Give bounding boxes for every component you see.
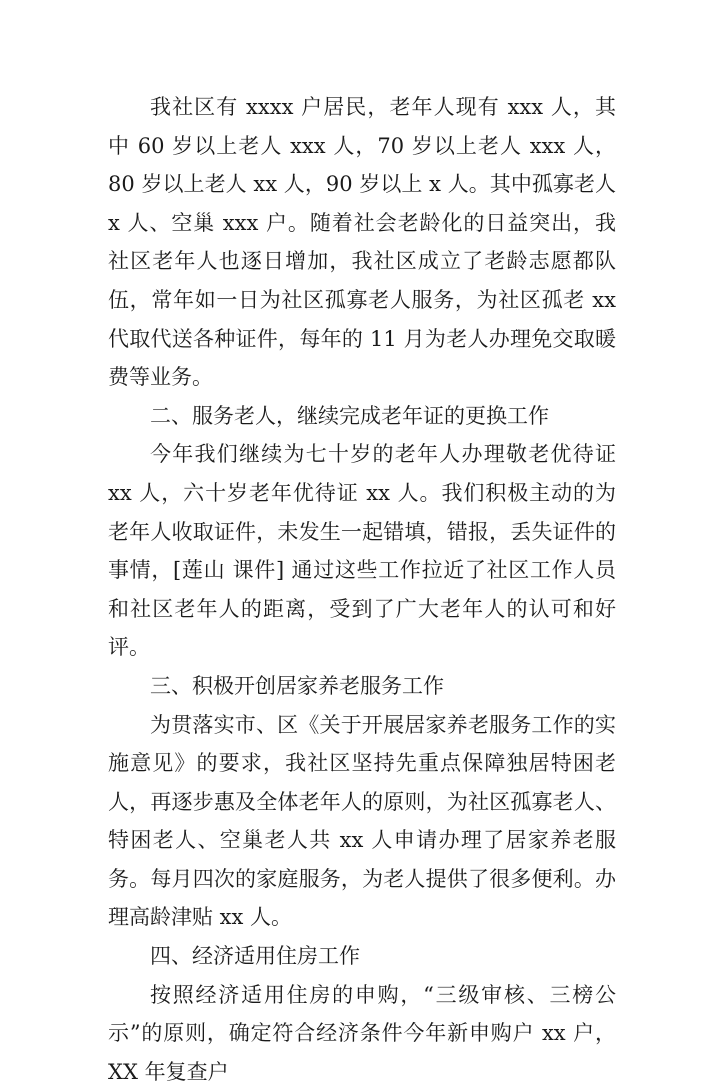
paragraph-home-care: 为贯落实市、区《关于开展居家养老服务工作的实施意见》的要求，我社区坚持先重点保障独居特困老人，再逐步惠及全体老年人的原则，为社区孤寡老人、特困老人、空巢老人共 xx 人申请办理了居家养老服务。每月四次的家庭服务，为老人提供了很多便利。办理高龄津贴 xx 人。 <box>108 712 616 930</box>
paragraph-affordable-housing: 按照经济适用住房的申购，“三级审核、三榜公示”的原则，确定符合经济条件今年新申购户 xx 户，XX 年复查户 <box>108 982 616 1084</box>
paragraph-elderly-certificate: 今年我们继续为七十岁的老年人办理敬老优待证 xx 人，六十岁老年优待证 xx 人。我们积极主动的为老年人收取证件，未发生一起错填，错报，丢失证件的事情，[莲山 课件] 通过这些工作拉近了社区工作人员和社区老年人的距离，受到了广大老年人的认可和好评。 <box>108 442 616 660</box>
section-heading-home-care: 三、积极开创居家养老服务工作 <box>150 673 444 698</box>
paragraph-community-overview: 我社区有 xxxx 户居民，老年人现有 xxx 人，其中 60 岁以上老人 xxx 人，70 岁以上老人 xxx 人，80 岁以上老人 xx 人，90 岁以上 x 人。其中孤寡老人 x 人、空巢 xxx 户。随着社会老龄化的日益突出，我社区老年人也逐日增加，我社区成立了老龄志愿都队伍，常年如一日为社区孤寡老人服务，为社区孤老 xx 代取代送各种证件，每年的 11 月为老人办理免交取暖费等业务。 <box>108 95 616 390</box>
document-body <box>108 88 616 1091</box>
section-heading-elderly-certificate: 二、服务老人，继续完成老年证的更换工作 <box>150 403 549 428</box>
section-heading-affordable-housing: 四、经济适用住房工作 <box>150 944 360 969</box>
